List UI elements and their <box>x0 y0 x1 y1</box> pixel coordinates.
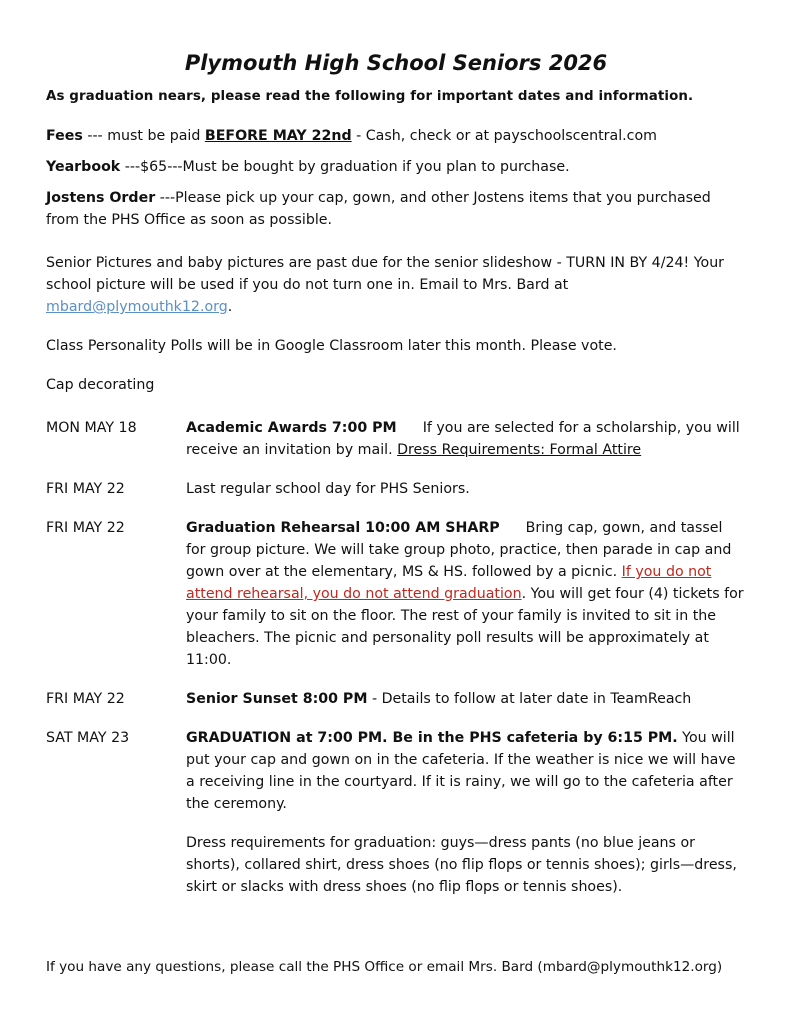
event-date: SAT MAY 23 <box>46 730 130 746</box>
yearbook-line <box>46 156 746 178</box>
yearbook-rest: ---$65---Must be bought by graduation if you plan to purchase. <box>120 159 570 175</box>
graduation-dress <box>46 832 746 898</box>
spacer <box>46 832 186 898</box>
footer-contact: If you have any questions, please call the PHS Office or email Mrs. Bard (mbard@plymouthk12.org) <box>46 959 723 975</box>
event-lastday <box>46 478 746 500</box>
event-title: GRADUATION at 7:00 PM. Be in the PHS cafeteria by 6:15 PM. <box>186 730 678 746</box>
cap-line: Cap decorating <box>46 377 155 393</box>
page-title: Plymouth High School Seniors 2026 <box>184 51 608 75</box>
event-title: Academic Awards 7:00 PM <box>186 420 397 436</box>
fees-line <box>46 125 746 147</box>
jostens-label: Jostens Order <box>46 190 156 206</box>
event-description <box>186 727 746 815</box>
event-date: FRI MAY 22 <box>46 520 125 536</box>
event-rehearsal <box>46 517 746 671</box>
event-date: FRI MAY 22 <box>46 691 125 707</box>
event-date: FRI MAY 22 <box>46 481 125 497</box>
event-awards <box>46 417 746 461</box>
fees-deadline: BEFORE MAY 22nd <box>204 128 352 144</box>
event-text: Bring cap, gown, and tassel for group picture. We will take group photo, practice, then parade in cap and gown over at the elementary, MS & HS. followed by a picnic. <box>186 520 732 580</box>
polls-line: Class Personality Polls will be in Google Classroom later this month. Please vote. <box>46 338 617 354</box>
pictures-end: . <box>227 299 233 315</box>
event-text: You will put your cap and gown on in the cafeteria. If the weather is nice we will have a receiving line in the courtyard. If it is rainy, we will go to the cafeteria after the ceremony. <box>186 730 736 812</box>
event-date: MON MAY 18 <box>46 420 137 436</box>
fees-sep: --- must be paid <box>82 128 205 144</box>
pictures-text: Senior Pictures and baby pictures are past due for the senior slideshow - TURN IN BY 4/24! Your school picture will be used if you do not turn one in. Email to Mrs. Bard at <box>46 255 725 293</box>
email-link[interactable]: mbard@plymouthk12.org <box>46 299 228 315</box>
event-sunset <box>46 688 746 710</box>
event-description <box>186 417 746 461</box>
event-title: Graduation Rehearsal 10:00 AM SHARP <box>186 520 500 536</box>
fees-rest: - Cash, check or at payschoolscentral.com <box>351 128 657 144</box>
event-graduation <box>46 727 746 815</box>
intro-text: As graduation nears, please read the following for important dates and information. <box>46 89 694 104</box>
event-text-2: . You will get four (4) tickets for your family to sit on the floor. The rest of your family is invited to sit in the bleachers. The picnic and personality poll results will be approximately at 11:00. <box>186 586 744 668</box>
event-text: - Details to follow at later date in TeamReach <box>367 691 692 707</box>
jostens-rest: ---Please pick up your cap, gown, and other Jostens items that you purchased from the PHS Office as soon as possible. <box>46 190 711 228</box>
flyer <box>46 48 746 898</box>
pictures-paragraph <box>46 252 746 318</box>
dress-requirements: Dress requirements for graduation: guys—dress pants (no blue jeans or shorts), collared shirt, dress shoes (no flip flops or tennis shoes); girls—dress, skirt or slacks with dress shoes (no flip flops or tennis shoes). <box>186 835 737 895</box>
fees-label: Fees <box>46 128 83 144</box>
rehearsal-warning: If you do not attend rehearsal, you do not attend graduation <box>186 564 712 602</box>
event-text: Last regular school day for PHS Seniors. <box>186 481 470 497</box>
event-title: Senior Sunset 8:00 PM <box>186 691 368 707</box>
event-dress: Dress Requirements: Formal Attire <box>397 442 642 458</box>
event-description <box>186 517 746 671</box>
event-text: If you are selected for a scholarship, you will receive an invitation by mail. <box>186 420 740 458</box>
event-description <box>186 688 746 710</box>
yearbook-label: Yearbook <box>46 159 121 175</box>
jostens-line <box>46 187 746 231</box>
